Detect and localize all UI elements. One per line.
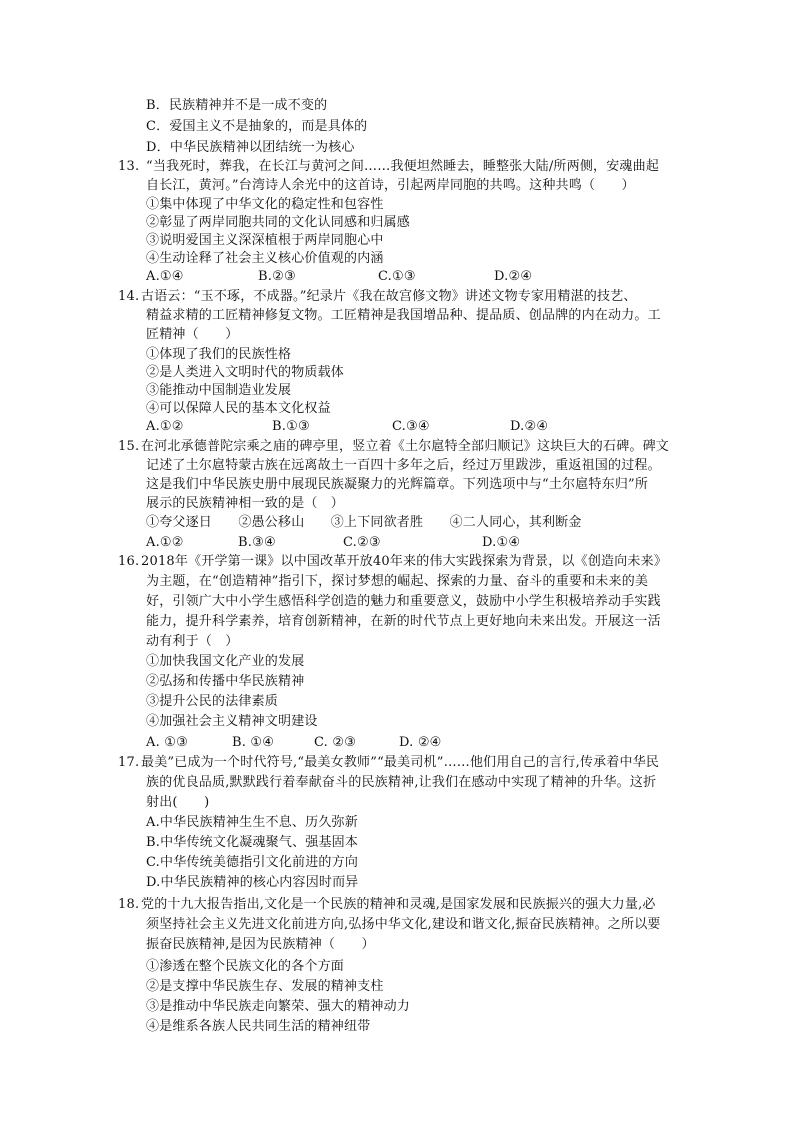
q16-choice-a: A. ①③ [146, 735, 188, 750]
q15-choice-c: C.②③ [343, 535, 381, 550]
q17-number: 17. [118, 755, 140, 770]
q14-stem-1: 古语云：“玉不琢，不成器。”纪录片《我在故宫修文物》讲述文物专家用精湛的技艺、 [141, 289, 637, 304]
q14-stem-2: 精益求精的工匠精神修复文物。工匠精神是我国增品种、提品质、创品牌的内在动力。工 [146, 308, 661, 323]
q15-number: 15. [118, 439, 140, 454]
q16-choice-c: C. ②③ [314, 735, 357, 750]
q15-stem-3: 这是我们中华民族史册中展现民族凝聚力的光辉篇章。下列选项中与“土尔扈特东归”所 [146, 477, 649, 492]
q18-item-3: ③是推动中华民族走向繁荣、强大的精神动力 [146, 999, 411, 1014]
q16-stem-2: 为主题，在“创造精神”指引下，探讨梦想的崛起、探索的力量、奋斗的重要和未来的美 [146, 574, 649, 589]
q13-choice-c: C.①③ [378, 269, 416, 284]
q16-stem-4: 能力，提升科学素养，培育创新精神，在新的时代节点上更好地向未来出发。开展这一活 [146, 614, 661, 629]
q15-items: ①夸父逐日 ②愚公移山 ③上下同欲者胜 ④二人同心，其利断金 [146, 515, 582, 530]
q13-item-4: ④生动诠释了社会主义核心价值观的内涵 [146, 251, 384, 266]
q13-choice-d: D.②④ [494, 269, 533, 284]
q13-stem-1: “当我死时，葬我，在长江与黄河之间……我便坦然睡去，睡整张大陆/所两侧，安魂曲起 [146, 159, 660, 174]
q16-item-3: ③提升公民的法律素质 [146, 694, 279, 709]
q14-choice-c: C.③④ [392, 419, 430, 434]
q18-number: 18. [118, 897, 140, 912]
q14-choice-b: B.①③ [272, 419, 310, 434]
q16-stem-1: 2018年《开学第一课》以中国改革开放40年来的伟大实践探索为背景，以《创造向未来》 [141, 554, 668, 569]
q18-item-4: ④是维系各族人民共同生活的精神纽带 [146, 1019, 371, 1034]
q18-item-2: ②是支撑中华民族生存、发展的精神支柱 [146, 979, 384, 994]
q14-number: 14. [118, 289, 140, 304]
q14-item-1: ①体现了我们的民族性格 [146, 347, 292, 362]
q14-item-2: ②是人类进入文明时代的物质载体 [146, 365, 345, 380]
q15-choice-a: A.①② [146, 535, 184, 550]
q17-stem-3: 射出( ) [146, 795, 210, 810]
q14-item-4: ④可以保障人民的基本文化权益 [146, 401, 331, 416]
q16-choice-d: D. ②④ [399, 735, 442, 750]
q13-stem-2: 自长江，黄河。”台湾诗人余光中的这首诗，引起两岸同胞的共鸣。这种共鸣（ ） [146, 178, 635, 193]
q16-stem-5: 动有利于（ ） [146, 634, 239, 649]
q13-number: 13. [118, 159, 140, 174]
q13-item-2: ②彰显了两岸同胞共同的文化认同感和归属感 [146, 215, 411, 230]
q15-choice-b: B.③④ [238, 535, 276, 550]
q14-choice-d: D.②④ [510, 419, 549, 434]
q15-stem-2: 记述了土尔扈特蒙古族在远离故土一百四十多年之后，经过万里跋涉，重返祖国的过程。 [146, 458, 661, 473]
q18-stem-2: 须坚持社会主义先进文化前进方向,弘扬中华文化,建设和谐文化,振奋民族精神。之所以要 [146, 917, 661, 932]
q13-choice-a: A.①④ [146, 269, 184, 284]
q13-item-1: ①集中体现了中华文化的稳定性和包容性 [146, 197, 384, 212]
q16-item-2: ②弘扬和传播中华民族精神 [146, 674, 305, 689]
q13-item-3: ③说明爱国主义深深植根于两岸同胞心中 [146, 233, 384, 248]
q17-choice-c: C.中华传统美德指引文化前进的方向 [146, 855, 359, 870]
q17-choice-b: B.中华传统文化凝魂聚气、强基固本 [146, 835, 359, 850]
q16-number: 16. [118, 554, 140, 569]
q15-stem-1: 在河北承德普陀宗乘之庙的碑亭里，竖立着《土尔扈特全部归顺记》这块巨大的石碑。碑文 [141, 439, 670, 454]
q14-choice-a: A.①② [146, 419, 184, 434]
q18-item-1: ①渗透在整个民族文化的各个方面 [146, 959, 345, 974]
q16-item-4: ④加强社会主义精神文明建设 [146, 714, 318, 729]
q13-choice-b: B.②③ [258, 269, 296, 284]
q16-choice-b: B. ①④ [232, 735, 275, 750]
q17-stem-2: 族的优良品质,默默践行着奉献奋斗的民族精神,让我们在感动中实现了精神的升华。这折 [146, 775, 657, 790]
q12-option-d: D．中华民族精神以团结统一为核心 [146, 140, 355, 155]
q12-option-b: B．民族精神并不是一成不变的 [146, 98, 328, 113]
q15-stem-4: 展示的民族精神相一致的是（ ） [146, 496, 345, 511]
q14-stem-3: 匠精神（ ） [146, 327, 239, 342]
q17-choice-d: D.中华民族精神的核心内容因时而异 [146, 875, 359, 890]
q16-stem-3: 好，引领广大中小学生感悟科学创造的魅力和重要意义，鼓励中小学生积极培养动手实践 [146, 594, 661, 609]
q12-option-c: C．爱国主义不是抽象的，而是具体的 [146, 119, 368, 134]
q17-stem-1: 最美”已成为一个时代符号,“最美女教师”“最美司机”……他们用自己的言行,传承着中华民 [141, 755, 660, 770]
q14-item-3: ③能推动中国制造业发展 [146, 383, 292, 398]
q15-choice-d: D.①④ [482, 535, 521, 550]
q18-stem-3: 振奋民族精神,是因为民族精神（ ） [146, 937, 375, 952]
q18-stem-1: 党的十九大报告指出,文化是一个民族的精神和灵魂,是国家发展和民族振兴的强大力量,必 [141, 897, 656, 912]
q16-item-1: ①加快我国文化产业的发展 [146, 654, 305, 669]
q17-choice-a: A.中华民族精神生生不息、历久弥新 [146, 815, 358, 830]
